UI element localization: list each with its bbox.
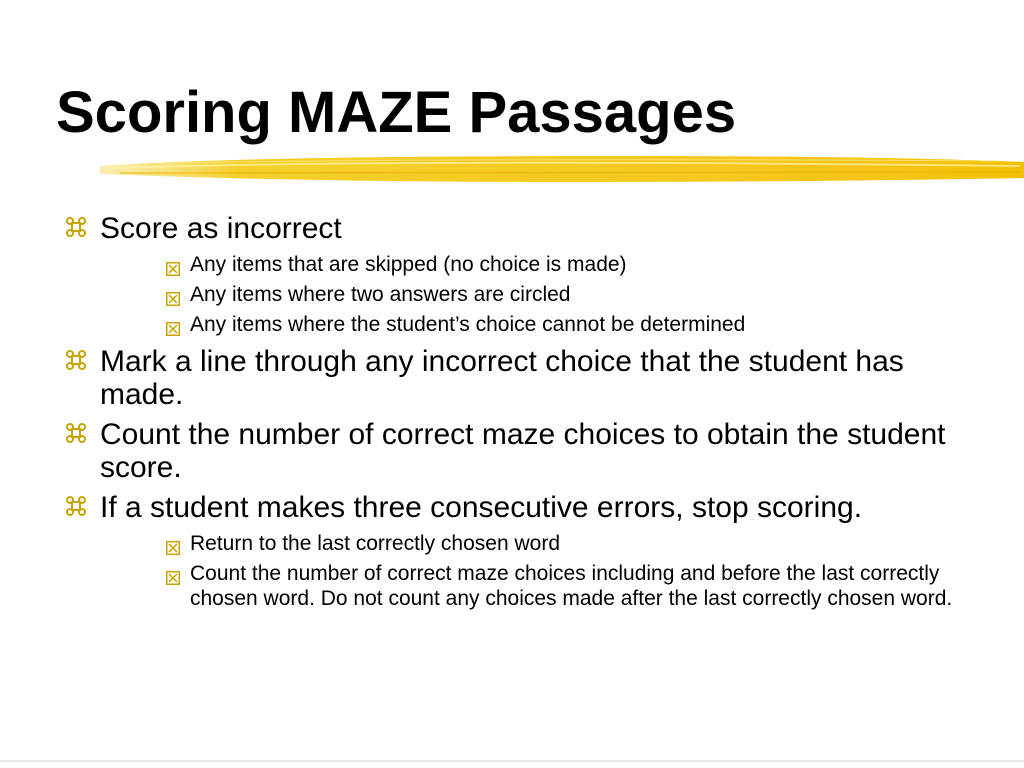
bullet-list [62,212,982,619]
bullet-item [62,418,982,484]
checkbox-x-icon [166,566,180,580]
sub-bullet-list [62,531,982,611]
sub-bullet-item [62,252,982,277]
bullet-z-icon [62,421,90,449]
bullet-z-icon [62,348,90,376]
sub-bullet-item [62,282,982,307]
bullet-z-icon [62,494,90,522]
bullet-item [62,491,982,524]
checkbox-x-icon [166,536,180,550]
bullet-z-icon [62,215,90,243]
bullet-text: Mark a line through any incorrect choice that the student has made. [100,345,904,411]
sub-bullet-list [62,252,982,337]
bullet-text: If a student makes three consecutive errors, stop scoring. [100,491,863,524]
footer-divider [0,760,1024,762]
sub-bullet-text: Any items where the student’s choice cannot be determined [190,313,746,336]
sub-bullet-text: Count the number of correct maze choices including and before the last correctly chosen word. Do not count any choices made after the last correctly chosen word. [190,562,953,610]
title-underline-brush [100,150,1024,186]
sub-bullet-item [62,561,982,611]
checkbox-x-icon [166,317,180,331]
sub-bullet-text: Any items where two answers are circled [190,283,571,306]
bullet-item [62,212,982,245]
bullet-item [62,345,982,411]
sub-bullet-text: Any items that are skipped (no choice is made) [190,253,627,276]
bullet-text: Count the number of correct maze choices to obtain the student score. [100,418,946,484]
slide-title: Scoring MAZE Passages [56,80,737,145]
checkbox-x-icon [166,287,180,301]
sub-bullet-text: Return to the last correctly chosen word [190,532,561,555]
sub-bullet-item [62,531,982,556]
bullet-text: Score as incorrect [100,212,342,245]
sub-bullet-item [62,312,982,337]
checkbox-x-icon [166,257,180,271]
